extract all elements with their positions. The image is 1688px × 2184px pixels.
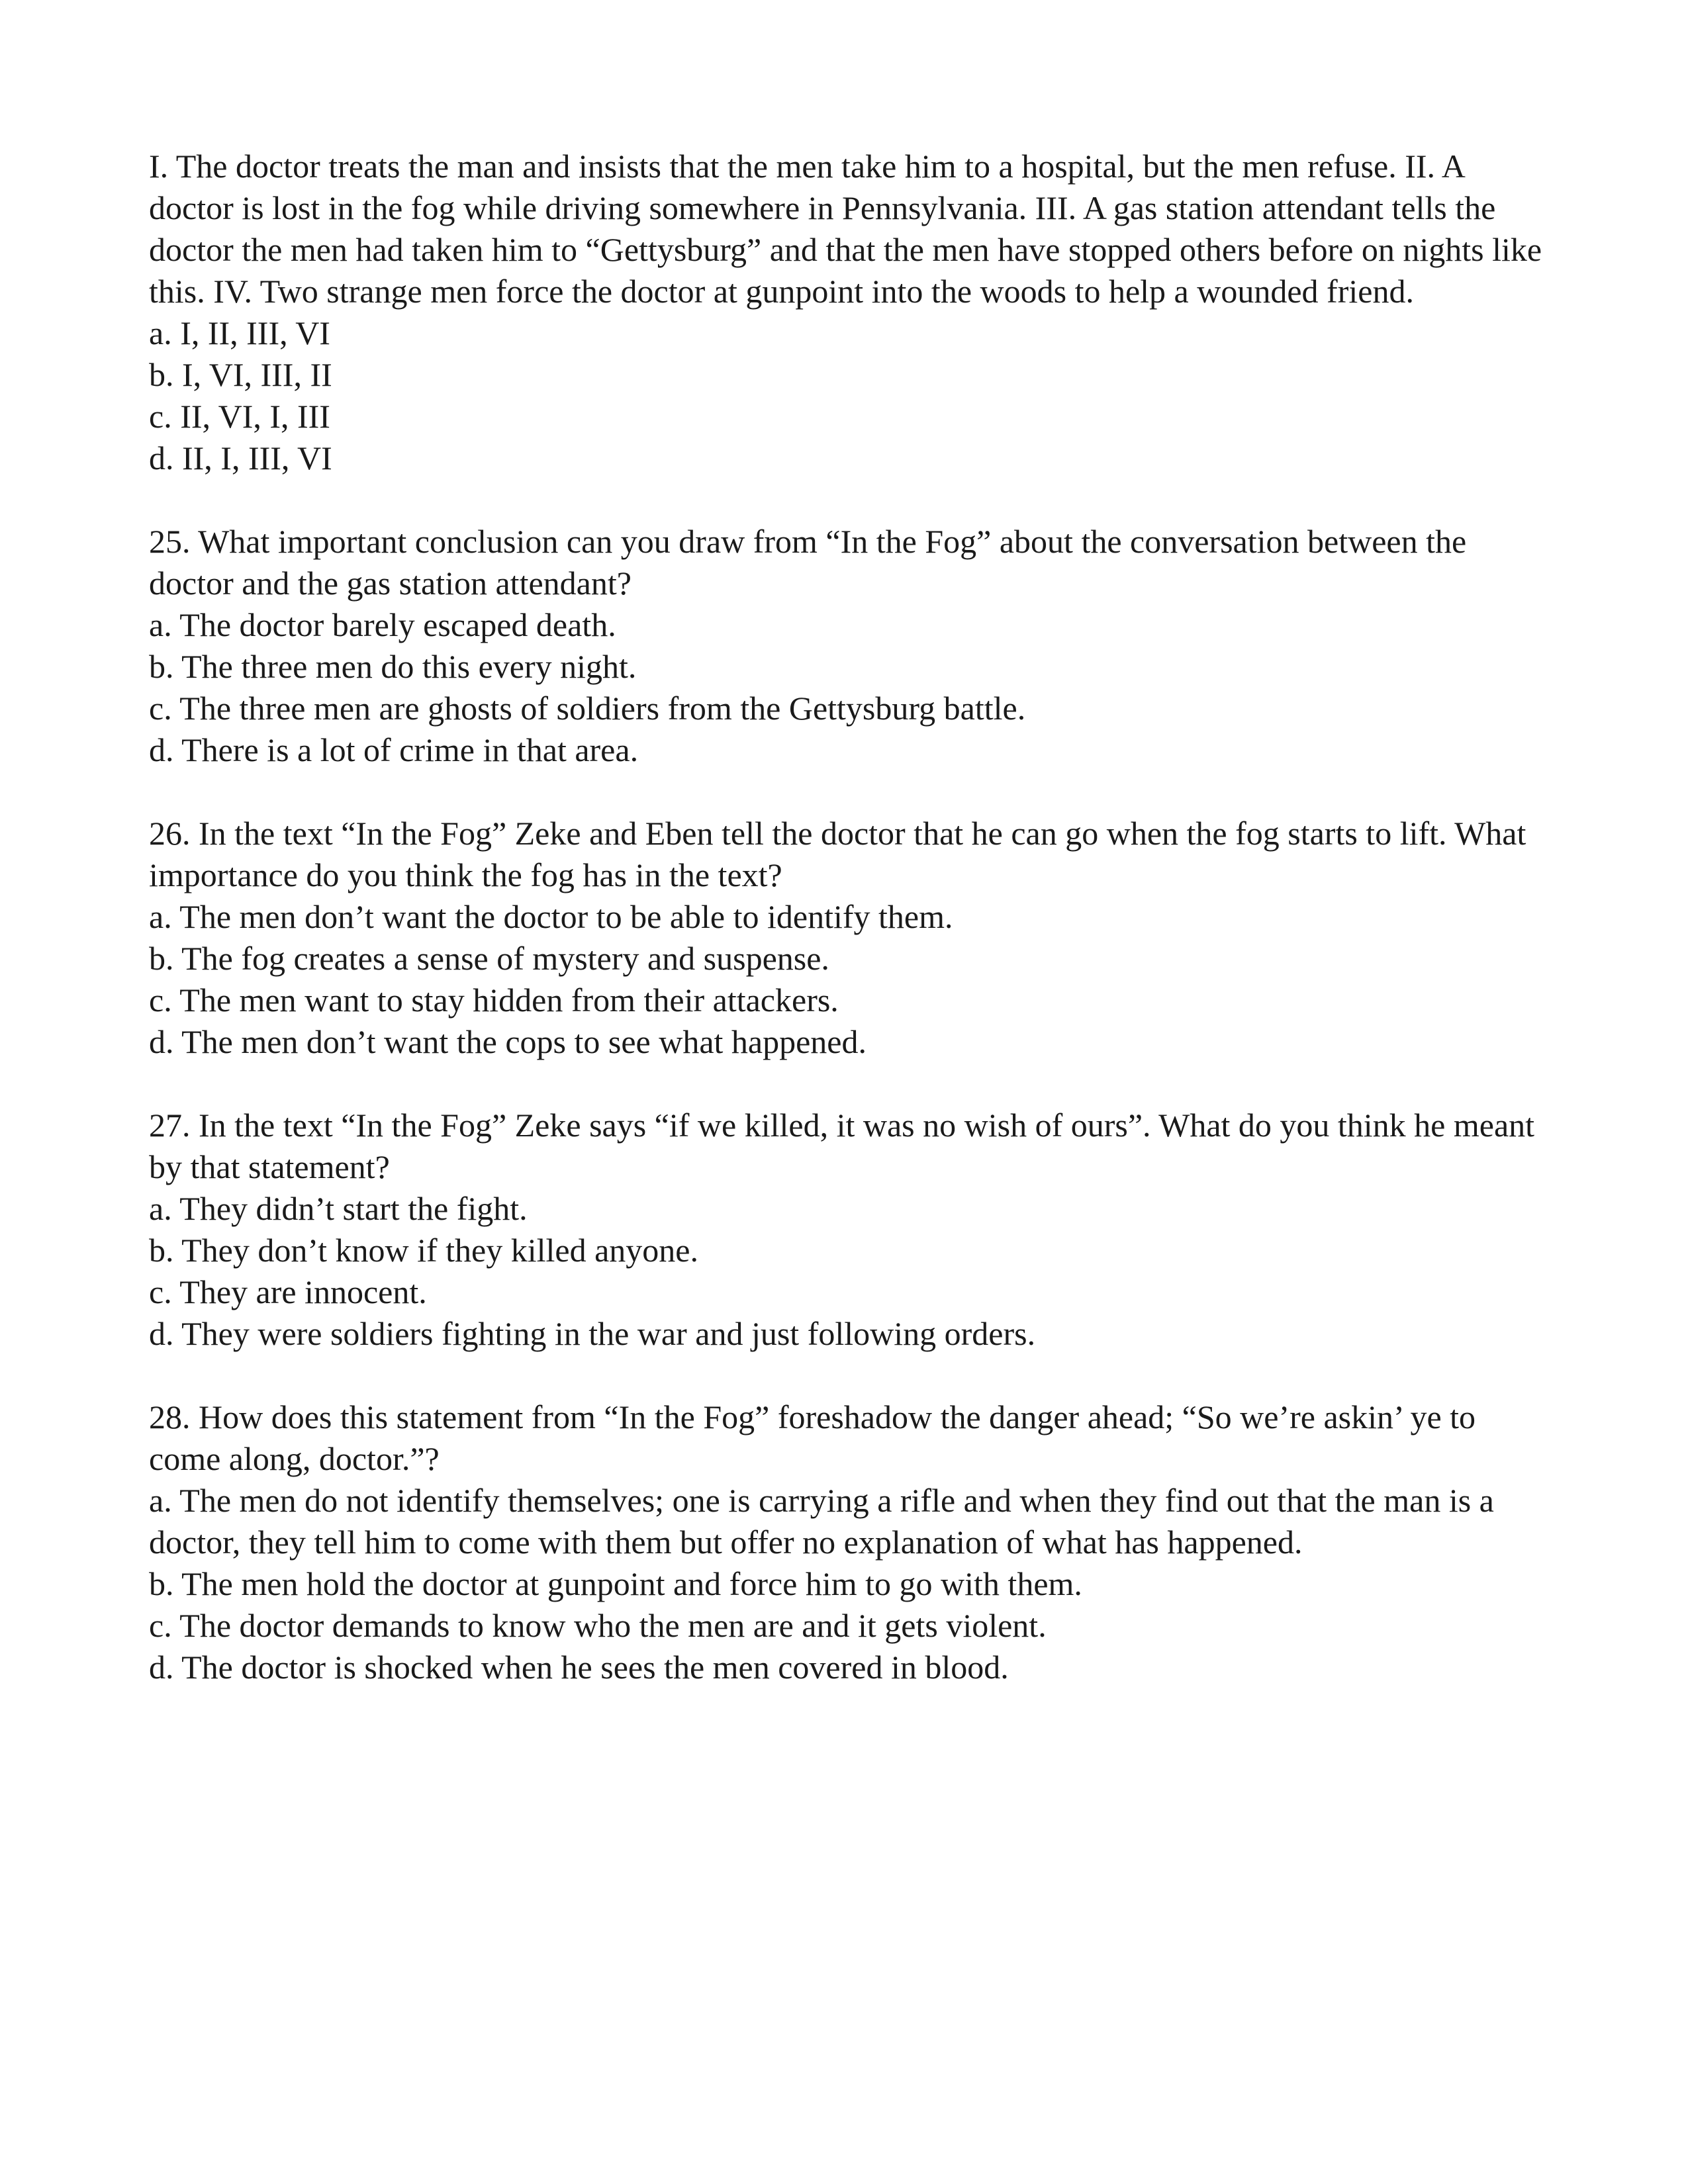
option-a: a. I, II, III, VI [149, 314, 330, 351]
question-stem: 27. In the text “In the Fog” Zeke says “if we killed, it was no wish of ours”. What do you think he meant by that statement? [149, 1107, 1535, 1185]
option-b: b. They don’t know if they killed anyone. [149, 1232, 698, 1269]
option-a: a. The doctor barely escaped death. [149, 606, 616, 643]
option-c: c. The men want to stay hidden from their attackers. [149, 981, 839, 1019]
option-a: a. The men don’t want the doctor to be able to identify them. [149, 898, 953, 935]
option-a: a. The men do not identify themselves; one is carrying a rifle and when they find out that the man is a doctor, they tell him to come with them but offer no explanation of what has happened. [149, 1482, 1494, 1561]
option-d: d. The doctor is shocked when he sees the men covered in blood. [149, 1649, 1009, 1686]
option-c: c. They are innocent. [149, 1273, 427, 1310]
option-b: b. The fog creates a sense of mystery and suspense. [149, 940, 829, 977]
question-stem: 26. In the text “In the Fog” Zeke and Eben tell the doctor that he can go when the fog starts to lift. What importance do you think the fog has in the text? [149, 815, 1526, 893]
question-sequence [149, 146, 1552, 479]
option-d: d. II, I, III, VI [149, 439, 332, 477]
document-page [149, 146, 1552, 1730]
option-b: b. The men hold the doctor at gunpoint and force him to go with them. [149, 1565, 1082, 1602]
option-c: c. The doctor demands to know who the men are and it gets violent. [149, 1607, 1047, 1644]
option-c: c. The three men are ghosts of soldiers from the Gettysburg battle. [149, 690, 1026, 727]
question-25 [149, 521, 1552, 771]
question-stem: 28. How does this statement from “In the Fog” foreshadow the danger ahead; “So we’re askin’ ye to come along, doctor.”? [149, 1398, 1476, 1477]
option-c: c. II, VI, I, III [149, 398, 330, 435]
question-26 [149, 813, 1552, 1063]
question-28 [149, 1396, 1552, 1688]
question-27 [149, 1105, 1552, 1355]
question-stem: 25. What important conclusion can you draw from “In the Fog” about the conversation between the doctor and the gas station attendant? [149, 523, 1467, 602]
option-d: d. There is a lot of crime in that area. [149, 731, 639, 768]
option-b: b. The three men do this every night. [149, 648, 637, 685]
option-a: a. They didn’t start the fight. [149, 1190, 528, 1227]
option-b: b. I, VI, III, II [149, 356, 332, 393]
option-d: d. They were soldiers fighting in the war and just following orders. [149, 1315, 1036, 1352]
option-d: d. The men don’t want the cops to see what happened. [149, 1023, 867, 1060]
question-stem: I. The doctor treats the man and insists that the men take him to a hospital, but the men refuse. II. A doctor is lost in the fog while driving somewhere in Pennsylvania. III. A gas station attendant tells the doctor the men had taken him to “Gettysburg” and that the men have stopped others before on nights like this. IV. Two strange men force the doctor at gunpoint into the woods to help a wounded friend. [149, 148, 1542, 310]
